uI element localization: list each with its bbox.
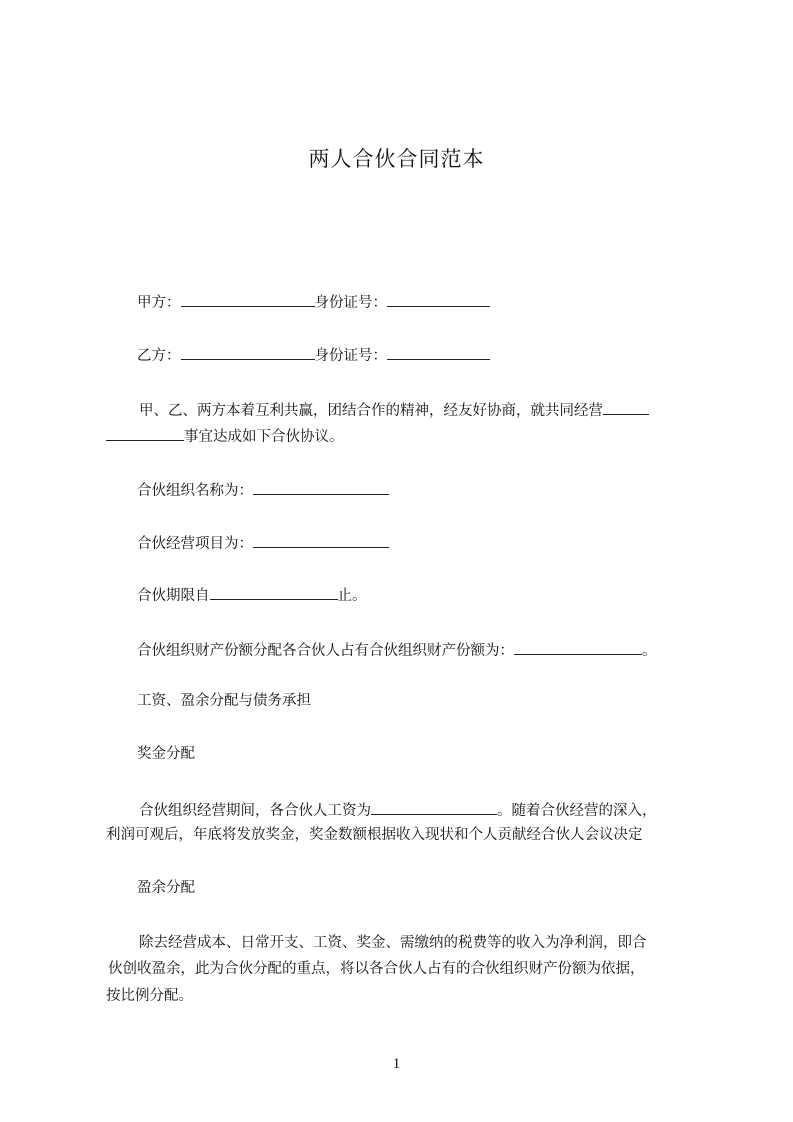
party-a-id-blank [387, 292, 490, 307]
surplus-heading: 盈余分配 [137, 880, 195, 896]
party-a-label: 甲方： [137, 295, 181, 311]
bonus-text-1-end: 。随着合伙经营的深入， [497, 803, 657, 819]
salary-blank [371, 800, 497, 815]
surplus-line-2: 伙创收盈余，此为合伙分配的重点，将以各合伙人占有的合伙组织财产份额为依据， [108, 961, 645, 977]
property-share-line [137, 640, 657, 660]
term-line [137, 585, 367, 605]
intro-business-blank-2 [106, 426, 184, 441]
intro-line-2 [106, 426, 344, 446]
party-a-line [137, 292, 490, 312]
surplus-line-3: 按比例分配。 [106, 988, 193, 1004]
party-b-line [137, 345, 490, 365]
bonus-heading: 奖金分配 [137, 746, 195, 762]
page-number: 1 [392, 1056, 401, 1072]
party-a-name-blank [181, 292, 315, 307]
bonus-text-1: 合伙组织经营期间，各合伙人工资为 [139, 803, 371, 819]
term-before: 合伙期限自 [137, 588, 210, 604]
term-blank [210, 585, 338, 600]
party-b-id-blank [387, 345, 490, 360]
surplus-line-1: 除去经营成本、日常开支、工资、奖金、需缴纳的税费等的收入为净利润，即合 [139, 935, 647, 951]
property-share-end: 。 [642, 643, 657, 659]
property-share-blank [514, 640, 642, 655]
property-share-text: 合伙组织财产份额分配各合伙人占有合伙组织财产份额为： [137, 643, 514, 659]
intro-text: 甲、乙、两方本着互利共赢，团结合作的精神，经友好协商，就共同经营 [139, 403, 603, 419]
party-b-name-blank [181, 345, 315, 360]
business-blank [253, 533, 389, 548]
party-b-id-label: 身份证号： [314, 348, 387, 364]
document-title: 两人合伙合同范本 [308, 147, 485, 171]
org-name-line [137, 480, 389, 500]
intro-text-end: 事宜达成如下合伙协议。 [184, 429, 344, 445]
section-heading: 工资、盈余分配与债务承担 [137, 693, 311, 709]
term-after: 止。 [337, 588, 367, 604]
business-line [137, 533, 389, 553]
party-b-label: 乙方： [137, 348, 181, 364]
intro-business-blank-1 [603, 400, 649, 415]
intro-line-1 [139, 400, 649, 420]
party-a-id-label: 身份证号： [314, 295, 387, 311]
org-name-label: 合伙组织名称为： [137, 483, 253, 499]
bonus-line-1 [139, 800, 657, 820]
bonus-line-2: 利润可观后，年底将发放奖金，奖金数额根据收入现状和个人贡献经合伙人会议决定 [106, 827, 643, 843]
business-label: 合伙经营项目为： [137, 536, 253, 552]
org-name-blank [253, 480, 389, 495]
